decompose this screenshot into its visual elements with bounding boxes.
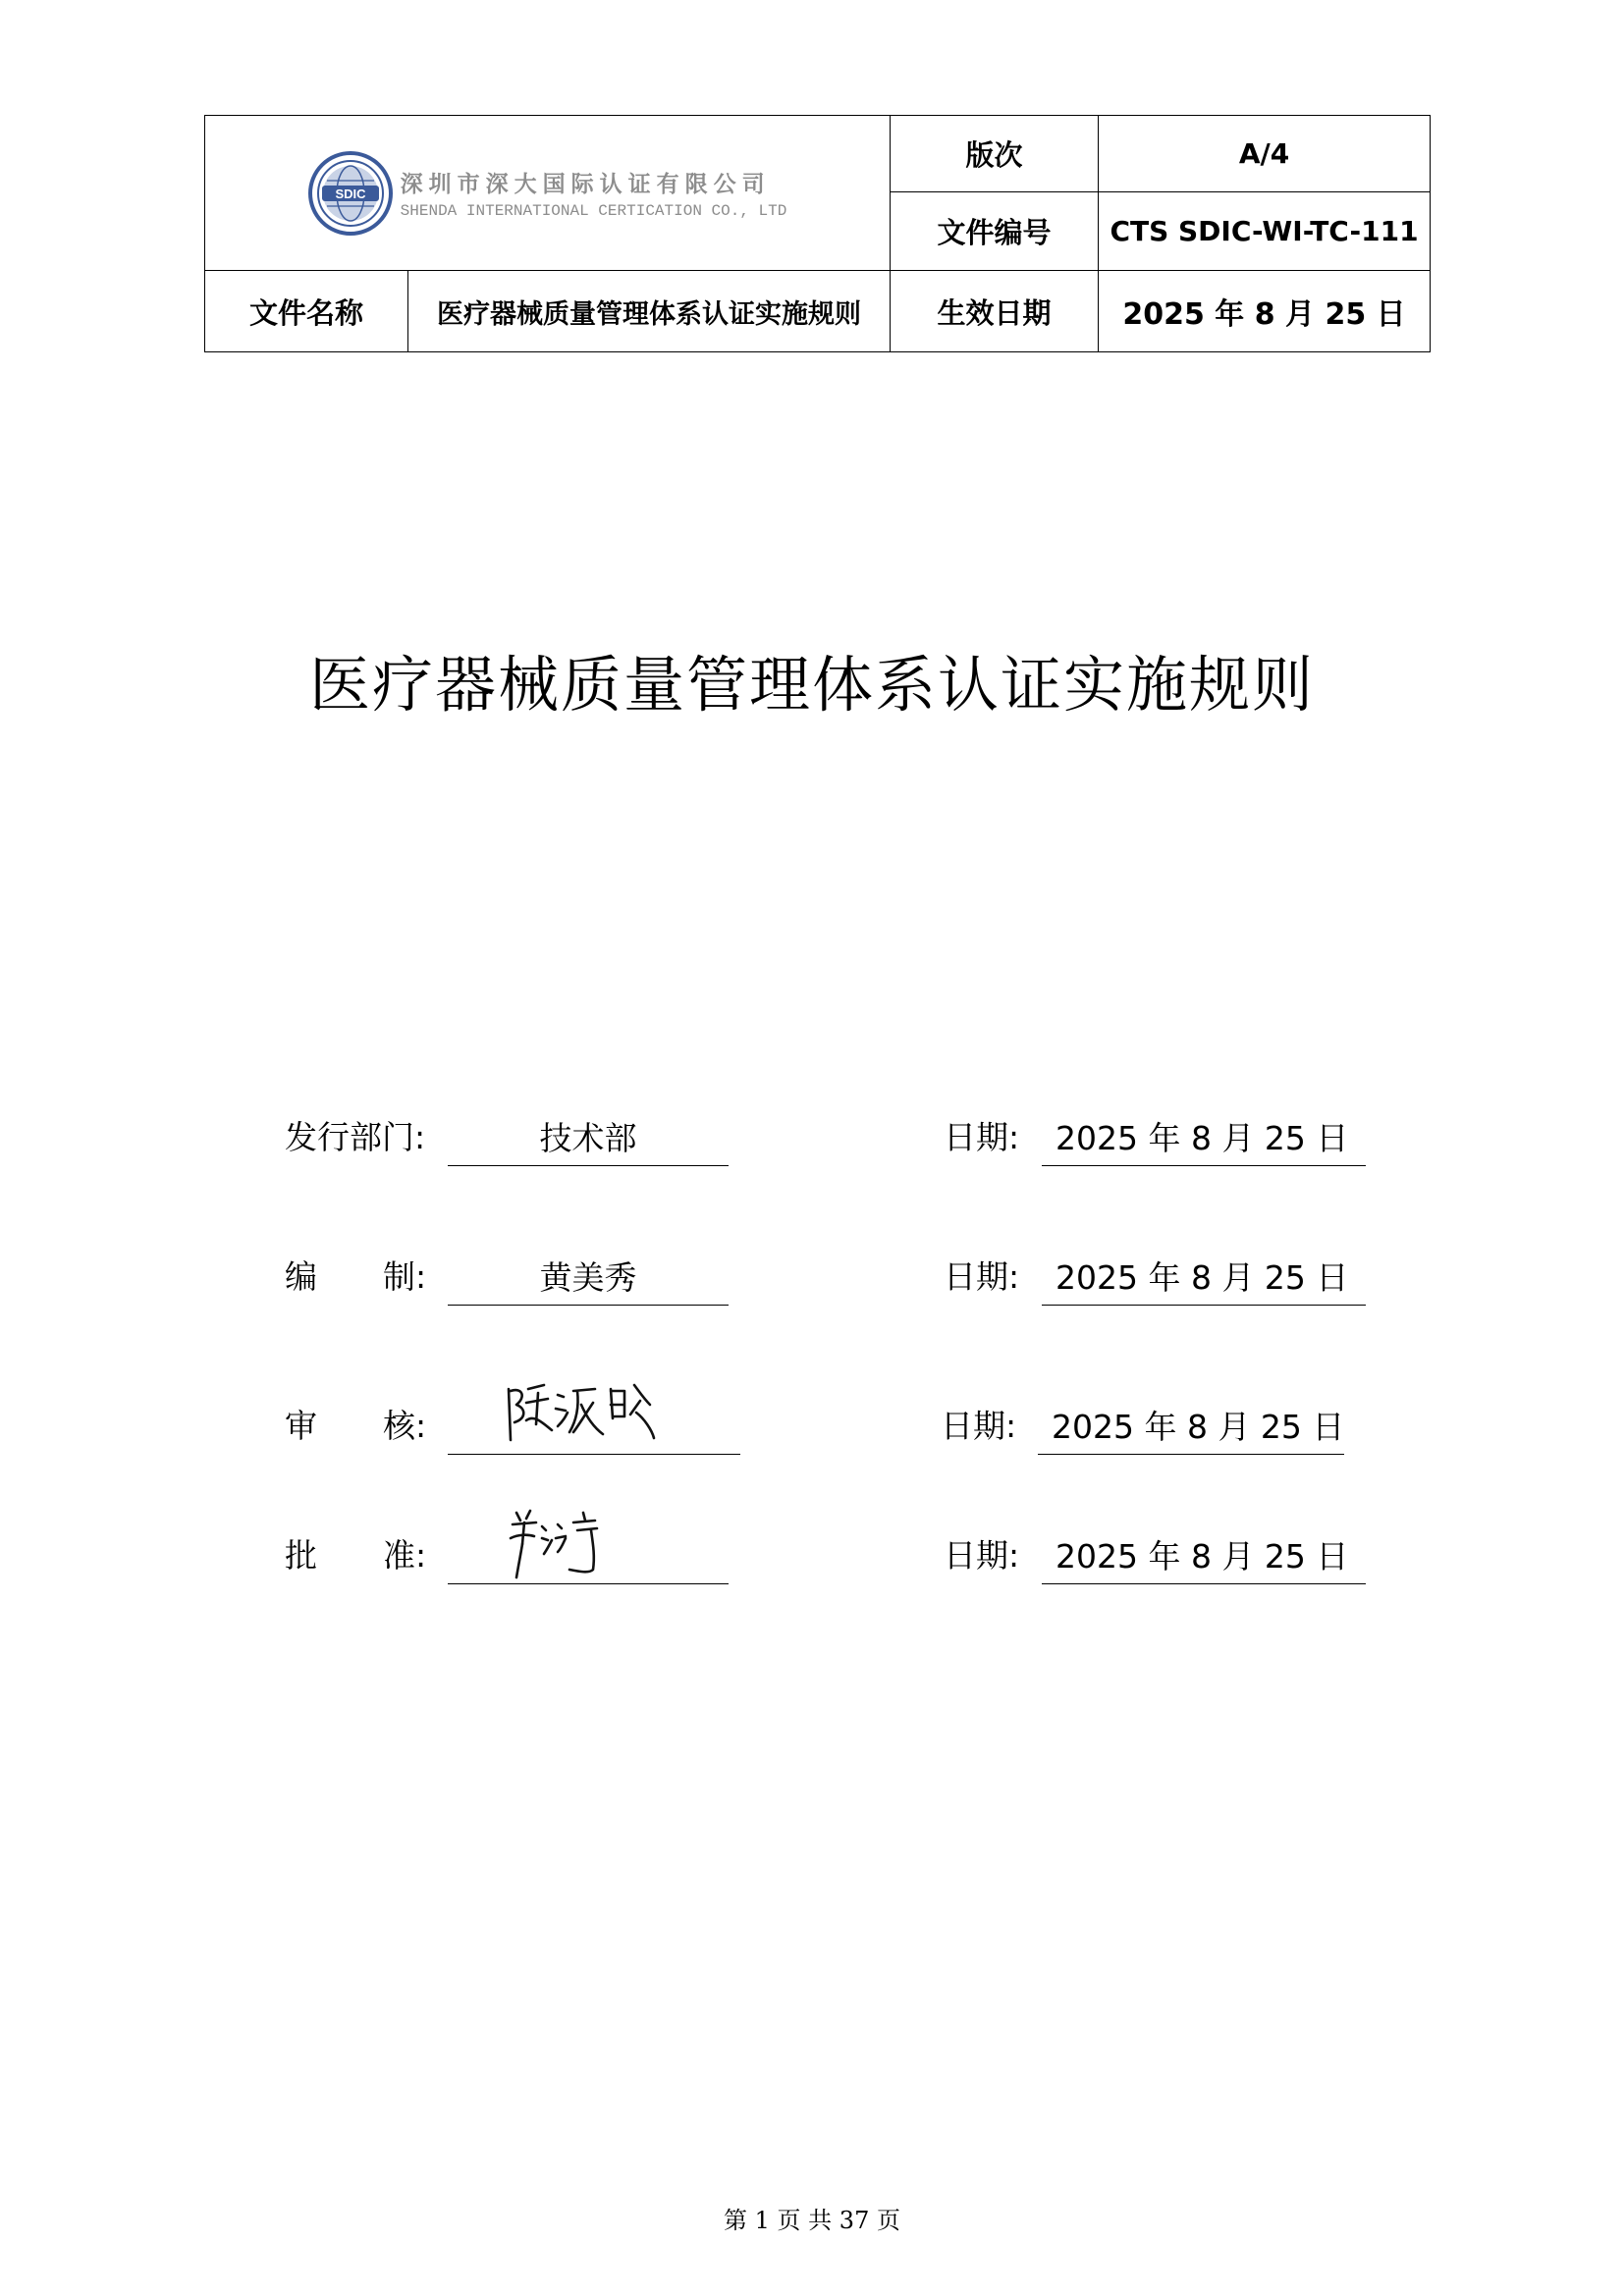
- signature-line: [448, 1106, 729, 1166]
- signature-row-author: [0, 1237, 1624, 1306]
- signature-label: 发行部门:: [285, 1118, 426, 1156]
- doc-name-value: 医疗器械质量管理体系认证实施规则: [408, 271, 891, 352]
- date-line: [1042, 1116, 1366, 1166]
- signature-row-approver: [0, 1506, 1624, 1584]
- date-label: 日期:: [941, 1407, 1017, 1445]
- date-value: 2025 年 8 月 25 日: [1056, 1258, 1349, 1297]
- company-name-en: SHENDA INTERNATIONAL CERTICATION CO., LTD: [400, 202, 787, 220]
- signature-row-reviewer: [0, 1376, 1624, 1455]
- date-value: 2025 年 8 月 25 日: [1052, 1408, 1345, 1446]
- effective-date-label: 生效日期: [891, 271, 1099, 352]
- page-footer: 第 1 页 共 37 页: [724, 2207, 900, 2234]
- company-name-cn: 深圳市深大国际认证有限公司: [400, 171, 771, 197]
- effective-date-value: 2025 年 8 月 25 日: [1099, 271, 1431, 352]
- signature-label: 批 准:: [285, 1536, 427, 1575]
- handwritten-signature-icon: [448, 1375, 683, 1454]
- date-value: 2025 年 8 月 25 日: [1056, 1537, 1349, 1575]
- signature-label: 编 制:: [285, 1257, 427, 1296]
- handwritten-signature-icon: [448, 1505, 644, 1583]
- date-label: 日期:: [944, 1257, 1020, 1296]
- version-label: 版次: [891, 116, 1099, 192]
- company-logo-cell: [205, 116, 891, 271]
- sdic-logo-icon: [308, 151, 393, 236]
- svg-text:SDIC: SDIC: [335, 186, 366, 201]
- date-label: 日期:: [944, 1536, 1020, 1575]
- signature-row-issuer: [0, 1097, 1624, 1166]
- date-label: 日期:: [944, 1118, 1020, 1156]
- date-line: [1042, 1255, 1366, 1306]
- doc-name-label: 文件名称: [205, 271, 408, 352]
- document-header-table: [204, 115, 1431, 352]
- doc-number-label: 文件编号: [891, 192, 1099, 271]
- date-line: [1038, 1405, 1344, 1455]
- signature-line: [448, 1505, 729, 1584]
- signature-label: 审 核:: [285, 1407, 427, 1445]
- signature-line: [448, 1375, 740, 1455]
- signature-value: 黄美秀: [539, 1258, 637, 1297]
- document-title: 医疗器械质量管理体系认证实施规则: [308, 649, 1315, 721]
- date-line: [1042, 1534, 1366, 1584]
- signature-line: [448, 1246, 729, 1306]
- doc-number-value: CTS SDIC-WI-TC-111: [1099, 192, 1431, 271]
- signature-value: 技术部: [539, 1119, 637, 1157]
- date-value: 2025 年 8 月 25 日: [1056, 1119, 1349, 1157]
- version-value: A/4: [1099, 116, 1431, 192]
